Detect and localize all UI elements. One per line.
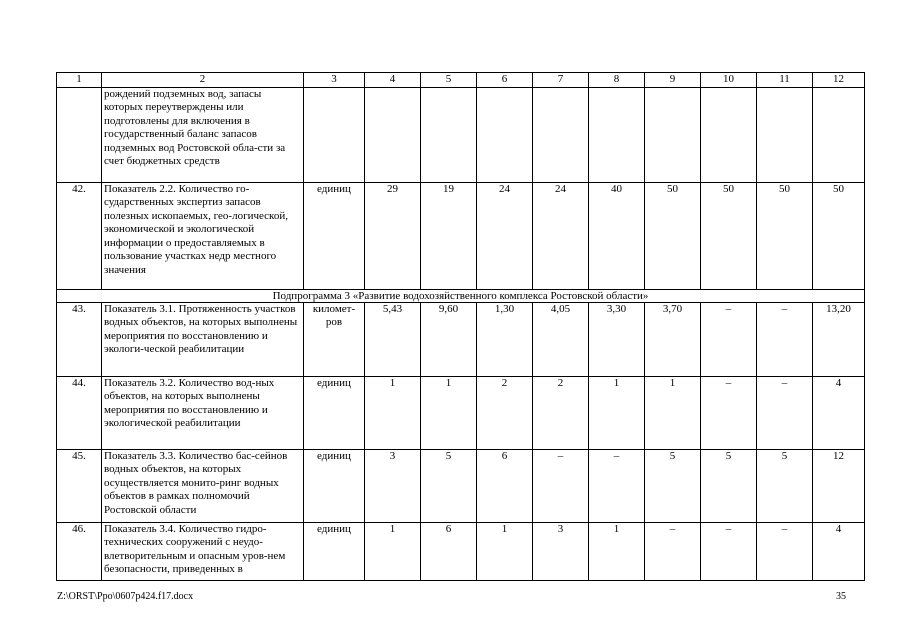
indicators-table: [56, 72, 865, 581]
value-cell: 24: [477, 182, 533, 289]
table-row: [57, 376, 865, 449]
row-number: 45.: [57, 449, 102, 522]
col-header: 6: [477, 73, 533, 88]
value-cell: 1: [365, 376, 421, 449]
value-cell: 1: [421, 376, 477, 449]
indicator-name: Показатель 3.3. Количество бас-сейнов водных объектов, на которых осуществляется монито-ринг водных объектов в рамках полномочий Ростовской области: [102, 449, 304, 522]
value-cell: 5: [757, 449, 813, 522]
value-cell: 4: [813, 522, 865, 580]
value-cell: 2: [533, 376, 589, 449]
unit-cell: единиц: [304, 182, 365, 289]
unit-cell: [304, 87, 365, 182]
value-cell: –: [589, 449, 645, 522]
col-header: 8: [589, 73, 645, 88]
column-number-row: [57, 73, 865, 88]
value-cell: –: [533, 449, 589, 522]
unit-cell: километ-ров: [304, 302, 365, 376]
row-number: 44.: [57, 376, 102, 449]
value-cell: 1: [365, 522, 421, 580]
file-path: Z:\ORST\Ppo\0607p424.f17.docx: [57, 591, 194, 602]
value-cell: 24: [533, 182, 589, 289]
value-cell: 3,30: [589, 302, 645, 376]
value-cell: 1: [589, 522, 645, 580]
value-cell: 29: [365, 182, 421, 289]
value-cell: 12: [813, 449, 865, 522]
value-cell: [813, 87, 865, 182]
value-cell: [477, 87, 533, 182]
col-header: 9: [645, 73, 701, 88]
unit-cell: единиц: [304, 522, 365, 580]
table-row: [57, 302, 865, 376]
value-cell: 6: [421, 522, 477, 580]
value-cell: [589, 87, 645, 182]
value-cell: 5: [645, 449, 701, 522]
value-cell: [701, 87, 757, 182]
col-header: 3: [304, 73, 365, 88]
indicator-name: рождений подземных вод, запасы которых переутверждены или подготовлены для включения в государственный баланс запасов подземных вод Ростовской обла-сти за счет бюджетных средств: [102, 87, 304, 182]
col-header: 1: [57, 73, 102, 88]
value-cell: 5: [701, 449, 757, 522]
value-cell: 3: [365, 449, 421, 522]
col-header: 7: [533, 73, 589, 88]
table-row: [57, 87, 865, 182]
col-header: 5: [421, 73, 477, 88]
subprogram-title: Подпрограмма 3 «Развитие водохозяйственного комплекса Ростовской области»: [57, 289, 865, 302]
value-cell: 1: [477, 522, 533, 580]
value-cell: 40: [589, 182, 645, 289]
value-cell: 4,05: [533, 302, 589, 376]
page-number: 35: [836, 591, 846, 602]
value-cell: 1,30: [477, 302, 533, 376]
indicator-name: Показатель 3.4. Количество гидро-технических сооружений с неудо-влетворительным и опасным уров-нем безопасности, приведенных в: [102, 522, 304, 580]
indicator-name: Показатель 3.2. Количество вод-ных объектов, на которых выполнены мероприятия по восстановлению и экологической реабилитации: [102, 376, 304, 449]
table-row: [57, 182, 865, 289]
value-cell: [365, 87, 421, 182]
table-row: [57, 522, 865, 580]
value-cell: 4: [813, 376, 865, 449]
value-cell: 50: [813, 182, 865, 289]
col-header: 11: [757, 73, 813, 88]
value-cell: 50: [701, 182, 757, 289]
value-cell: –: [757, 302, 813, 376]
value-cell: 3: [533, 522, 589, 580]
row-number: 46.: [57, 522, 102, 580]
value-cell: 6: [477, 449, 533, 522]
value-cell: 50: [645, 182, 701, 289]
value-cell: 2: [477, 376, 533, 449]
row-number: 42.: [57, 182, 102, 289]
value-cell: 9,60: [421, 302, 477, 376]
unit-cell: единиц: [304, 376, 365, 449]
col-header: 12: [813, 73, 865, 88]
value-cell: [533, 87, 589, 182]
col-header: 10: [701, 73, 757, 88]
col-header: 4: [365, 73, 421, 88]
value-cell: 13,20: [813, 302, 865, 376]
value-cell: 19: [421, 182, 477, 289]
col-header: 2: [102, 73, 304, 88]
value-cell: –: [701, 302, 757, 376]
value-cell: –: [757, 522, 813, 580]
subprogram-row: [57, 289, 865, 302]
value-cell: –: [701, 522, 757, 580]
value-cell: –: [701, 376, 757, 449]
unit-cell: единиц: [304, 449, 365, 522]
value-cell: [421, 87, 477, 182]
indicator-name: Показатель 3.1. Протяженность участков водных объектов, на которых выполнены мероприятия по восстановлению и экологи-ческой реабилитации: [102, 302, 304, 376]
table-row: [57, 449, 865, 522]
value-cell: 50: [757, 182, 813, 289]
row-number: [57, 87, 102, 182]
row-number: 43.: [57, 302, 102, 376]
value-cell: 3,70: [645, 302, 701, 376]
value-cell: 1: [589, 376, 645, 449]
value-cell: [645, 87, 701, 182]
value-cell: [757, 87, 813, 182]
value-cell: –: [645, 522, 701, 580]
indicator-name: Показатель 2.2. Количество го-сударственных экспертиз запасов полезных ископаемых, гео-логической, экономической и экологической информации о предоставляемых в пользование участках недр местного значения: [102, 182, 304, 289]
value-cell: 5,43: [365, 302, 421, 376]
value-cell: –: [757, 376, 813, 449]
value-cell: 1: [645, 376, 701, 449]
value-cell: 5: [421, 449, 477, 522]
